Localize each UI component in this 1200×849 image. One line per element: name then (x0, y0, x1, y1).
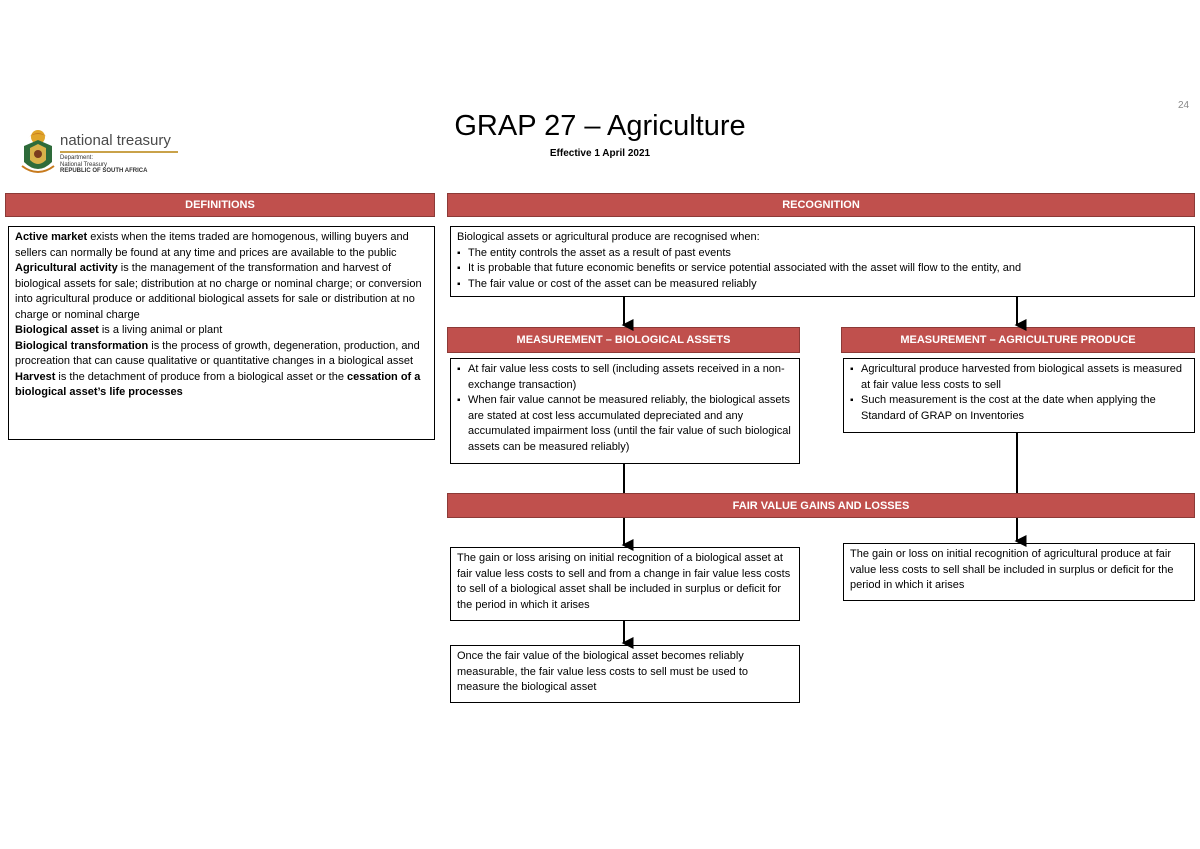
measurement-agri-header: MEASUREMENT – AGRICULTURE PRODUCE (841, 327, 1195, 353)
definition-text: is the management of the transformation and harvest of biological assets for sale; distribution at no charge or nominal charge; or conversion into agricultural produce or additional biological assets for sale or distribution at no charge or nominal charge (15, 262, 422, 321)
definition-term: Harvest (15, 370, 56, 383)
fair-value-bio-text: The gain or loss arising on initial recognition of a biological asset at fair value less costs to sell and from a change in fair value less costs to sell of a biological asset shall be included in surplus or deficit for the period in which it arises (457, 552, 791, 611)
definition-term: Biological transformation (15, 339, 149, 352)
recognition-bullet: ▪ It is probable that future economic benefits or service potential associated with the asset will flow to the entity, and (457, 261, 1188, 277)
measurement-bio-bullet: ▪ At fair value less costs to sell (including assets received in a non-exchange transaction) (457, 362, 793, 393)
definitions-header: DEFINITIONS (5, 193, 435, 217)
definition-text: is the process of growth, degeneration, production, and procreation that can cause qualitative or quantitative changes in a biological asset (15, 339, 420, 367)
harvest-highlight: cessation of a biological asset’s life processes (15, 370, 421, 398)
fair-value-agri-text: The gain or loss on initial recognition of agricultural produce at fair value less costs to sell shall be included in surplus or deficit for the period in which it arises (850, 548, 1174, 591)
definition-text: is a living animal or plant (98, 324, 223, 336)
recognition-bullet: ▪ The entity controls the asset as a result of past events (457, 246, 1188, 262)
fair-value-header: FAIR VALUE GAINS AND LOSSES (447, 493, 1195, 518)
definition-term: Agricultural activity (15, 262, 118, 274)
reliable-measurement-text: Once the fair value of the biological asset becomes reliably measurable, the fair value less costs to sell must be used to measure the biological asset (457, 650, 749, 693)
definition-text: exists when the items traded are homogenous, willing buyers and sellers can normally be found at any time and prices are available to the public (15, 231, 409, 259)
logo-name: national treasury (60, 132, 171, 149)
page-title: GRAP 27 – Agriculture (454, 110, 746, 142)
definition-term: Biological asset (15, 324, 99, 336)
measurement-agri-bullet: ▪ Such measurement is the cost at the date when applying the Standard of GRAP on Inventories (850, 393, 1188, 424)
measurement-bio-bullet: ▪ When fair value cannot be measured reliably, the biological assets are stated at cost less accumulated depreciated and any accumulated impairment loss (until the fair value of such biological assets can be measured reliably) (457, 393, 793, 455)
logo-country: REPUBLIC OF SOUTH AFRICA (60, 168, 148, 174)
logo-department: Department: (60, 155, 94, 161)
measurement-agri-bullet: ▪ Agricultural produce harvested from biological assets is measured at fair value less costs to sell (850, 362, 1188, 393)
measurement-bio-header: MEASUREMENT – BIOLOGICAL ASSETS (447, 327, 800, 353)
definition-text: is the detachment of produce from a biological asset or the (55, 370, 348, 383)
recognition-intro: Biological assets or agricultural produce are recognised when: (457, 231, 760, 243)
page-number: 24 (1178, 100, 1190, 111)
logo-treasury: National Treasury (60, 162, 108, 168)
recognition-header: RECOGNITION (447, 193, 1195, 217)
page-subtitle: Effective 1 April 2021 (549, 148, 651, 159)
recognition-bullet: ▪ The fair value or cost of the asset can be measured reliably (457, 277, 1188, 293)
definition-term: Active market (15, 231, 88, 243)
